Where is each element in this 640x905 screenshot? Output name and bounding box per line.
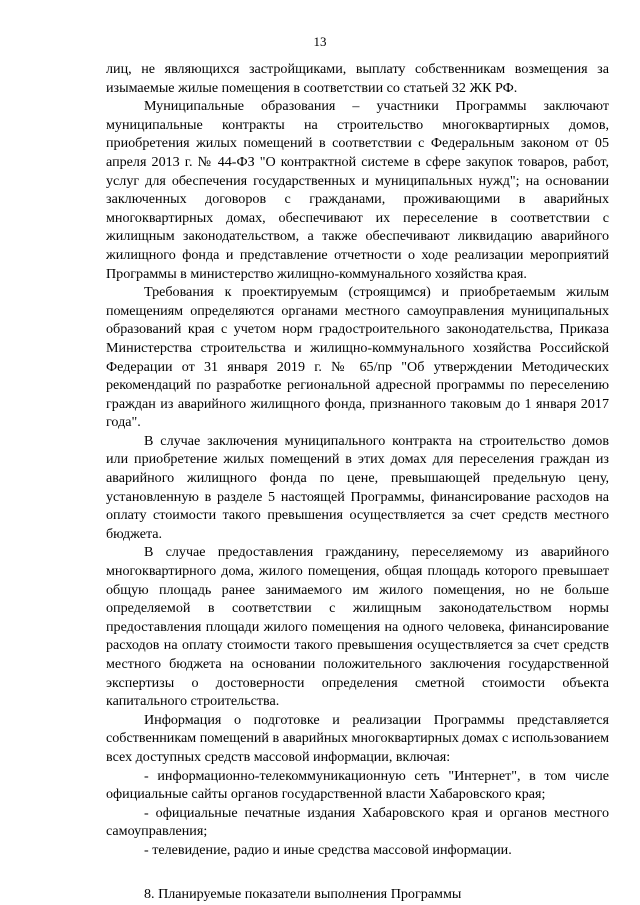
paragraph-area-excess: В случае предоставления гражданину, переселяемому из аварийного многоквартирного дома, жилого помещения, общая площадь которого превышает общую площадь ранее занимаемого им жилого помещения, но не больше определяемой в соответствии с жилищным законодательством нормы предоставления площади жилого помещения на одного человека, финансирование расходов на оплату стоимости такого превышения осуществляется за счет средств местного бюджета на основании положительного заключения государственной экспертизы о достоверности определения сметной стоимости объекта капитального строительства. — [106, 544, 609, 710]
paragraph-housing-requirements: Требования к проектируемым (строящимся) и приобретаемым жилым помещениям определяются органами местного самоуправления муниципальных образований края с учетом норм градостроительного законодательства, Приказа Министерства строительства и жилищно-коммунального хозяйства Российской Федерации от 31 января 2019 г. № 65/пр "Об утверждении Методических рекомендаций по разработке региональной адресной программы по переселению граждан из аварийного жилищного фонда, признанного таковым до 1 января 2017 года". — [106, 284, 609, 431]
list-item-tv-radio: - телевидение, радио и иные средства массовой информации. — [144, 841, 512, 858]
paragraph-information: Информация о подготовке и реализации Программы представляется собственникам помещений в аварийных многоквартирных домах с использованием всех доступных средств массовой информации, включая: — [106, 711, 609, 765]
page-number: 13 — [313, 34, 327, 49]
section-heading: 8. Планируемые показатели выполнения Программы — [144, 885, 462, 902]
paragraph-municipal-contracts: Муниципальные образования – участники Программы заключают муниципальные контракты на строительство многоквартирных домов, приобретения жилых помещений в соответствии с Федеральным законом от 05 апреля 2013 г. № 44-ФЗ "О контрактной системе в сфере закупок товаров, работ, услуг для обеспечения государственных и муниципальных нужд"; на основании заключенных договоров с гражданами, проживающими в аварийных многоквартирных домах, обеспечивают их переселение в соответствии с жилищным законодательством, а также обеспечивают ликвидацию аварийного жилищного фонда и представление отчетности о ходе реализации мероприятий Программы в министерство жилищно-коммунального хозяйства края. — [106, 98, 609, 282]
paragraph-continuation: лиц, не являющихся застройщиками, выплату собственникам возмещения за изымаемые жилые помещения в соответствии со статьей 32 ЖК РФ. — [106, 61, 609, 96]
paragraph-price-excess: В случае заключения муниципального контракта на строительство домов или приобретение жилых помещений в этих домах для переселения граждан из аварийного жилищного фонда по цене, превышающей предельную цену, установленную в разделе 5 настоящей Программы, финансирование расходов на оплату стоимости такого превышения осуществляется за счет средств местного бюджета. — [106, 432, 609, 542]
list-item-internet: - информационно-телекоммуникационную сеть "Интернет", в том числе официальные сайты органов государственной власти Хабаровского края; — [106, 767, 609, 803]
document-body — [106, 60, 609, 903]
list-item-print-media: - официальные печатные издания Хабаровского края и органов местного самоуправления; — [106, 804, 609, 840]
